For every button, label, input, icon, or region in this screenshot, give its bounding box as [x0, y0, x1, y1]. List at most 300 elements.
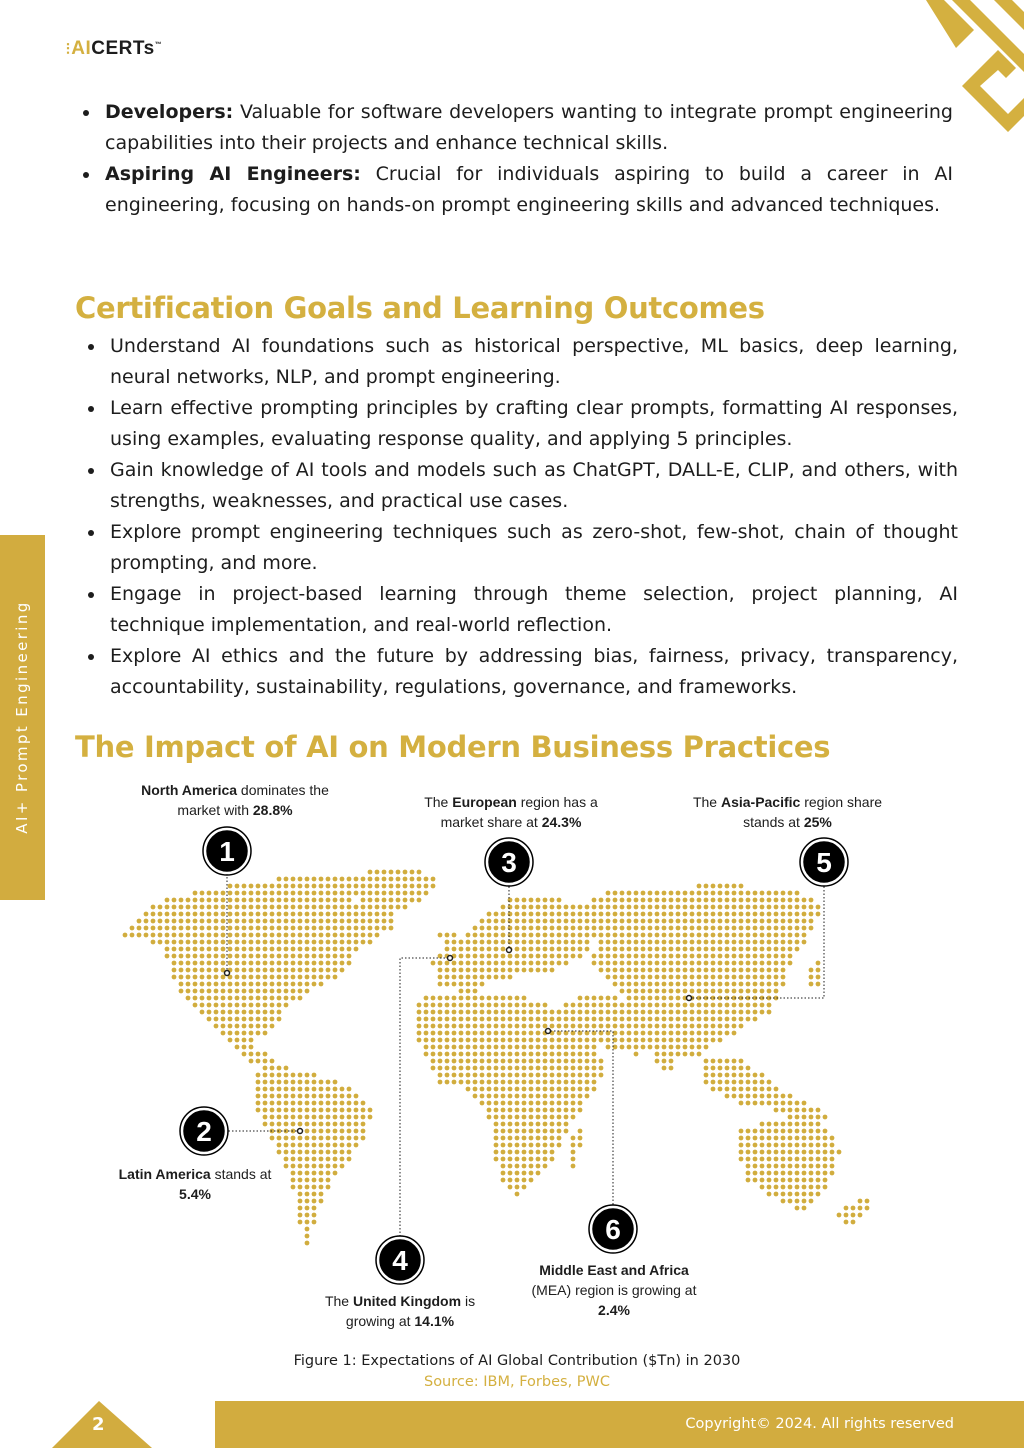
map-dot	[557, 1143, 562, 1148]
map-dot	[557, 1017, 562, 1022]
map-dot	[312, 1199, 317, 1204]
map-dot	[662, 940, 667, 945]
map-dot	[438, 1003, 443, 1008]
map-dot	[529, 1115, 534, 1120]
map-dot	[746, 989, 751, 994]
map-dot	[543, 1143, 548, 1148]
map-dot	[760, 1094, 765, 1099]
map-dot	[207, 926, 212, 931]
figure-source: Source: IBM, Forbes, PWC	[423, 1374, 610, 1390]
list-item-text: Crucial for individuals aspiring to build a career in AI engineering, focusing on hands-on prompt engineering skills and advanced techniques.	[105, 163, 953, 216]
map-dot	[298, 919, 303, 924]
map-dot	[753, 940, 758, 945]
map-dot	[669, 940, 674, 945]
map-dot	[718, 940, 723, 945]
map-dot	[781, 898, 786, 903]
map-dot	[746, 1150, 751, 1155]
map-dot	[305, 877, 310, 882]
map-dot	[515, 996, 520, 1001]
map-dot	[620, 982, 625, 987]
map-dot	[627, 1010, 632, 1015]
map-dot	[592, 1003, 597, 1008]
map-dot	[585, 1059, 590, 1064]
map-dot	[305, 968, 310, 973]
map-dot	[326, 1094, 331, 1099]
map-dot	[354, 926, 359, 931]
map-dot	[795, 1178, 800, 1183]
map-dot	[172, 947, 177, 952]
map-dot	[746, 975, 751, 980]
map-dot	[557, 905, 562, 910]
map-dot	[508, 1108, 513, 1113]
map-dot	[354, 1143, 359, 1148]
map-dot	[256, 947, 261, 952]
map-dot	[550, 905, 555, 910]
map-dot	[305, 884, 310, 889]
map-dot	[347, 1157, 352, 1162]
map-dot	[711, 1003, 716, 1008]
map-dot	[641, 1031, 646, 1036]
map-dot	[179, 954, 184, 959]
map-dot	[158, 933, 163, 938]
map-dot	[781, 1143, 786, 1148]
map-dot	[508, 1143, 513, 1148]
map-dot	[718, 891, 723, 896]
map-dot	[746, 1087, 751, 1092]
map-dot	[543, 1101, 548, 1106]
map-dot	[809, 1171, 814, 1176]
map-dot	[270, 1010, 275, 1015]
map-dot	[242, 940, 247, 945]
map-dot	[249, 1038, 254, 1043]
map-dot	[291, 1080, 296, 1085]
map-dot	[291, 996, 296, 1001]
map-dot	[697, 1010, 702, 1015]
map-dot	[809, 1157, 814, 1162]
map-dot	[277, 898, 282, 903]
map-dot	[298, 877, 303, 882]
map-dot	[256, 954, 261, 959]
map-dot	[326, 1101, 331, 1106]
map-dot	[760, 1178, 765, 1183]
map-dot	[256, 912, 261, 917]
map-dot	[543, 1045, 548, 1050]
map-dot	[592, 1017, 597, 1022]
map-dot	[347, 933, 352, 938]
map-dot	[494, 1017, 499, 1022]
map-dot	[641, 954, 646, 959]
map-dot	[683, 968, 688, 973]
map-dot	[333, 1129, 338, 1134]
map-dot	[305, 898, 310, 903]
map-dot	[711, 961, 716, 966]
map-dot	[599, 905, 604, 910]
map-dot	[522, 968, 527, 973]
map-dot	[704, 1017, 709, 1022]
map-dot	[438, 975, 443, 980]
map-dot	[697, 954, 702, 959]
map-dot	[669, 1003, 674, 1008]
map-dot	[606, 996, 611, 1001]
map-dot	[606, 1017, 611, 1022]
map-dot	[172, 926, 177, 931]
map-dot	[326, 1129, 331, 1134]
map-dot	[767, 975, 772, 980]
map-dot	[298, 1087, 303, 1092]
map-dot	[256, 968, 261, 973]
map-dot	[312, 1157, 317, 1162]
map-dot	[494, 1059, 499, 1064]
map-dot	[816, 982, 821, 987]
map-dot	[739, 1136, 744, 1141]
map-dot	[319, 1143, 324, 1148]
map-dot	[718, 1017, 723, 1022]
map-dot	[480, 1094, 485, 1099]
map-dot	[613, 1003, 618, 1008]
map-dot	[228, 912, 233, 917]
map-dot	[529, 1080, 534, 1085]
map-dot	[739, 1157, 744, 1162]
map-dot	[494, 1073, 499, 1078]
map-dot	[760, 1129, 765, 1134]
map-dot	[564, 1108, 569, 1113]
map-dot	[228, 1024, 233, 1029]
map-dot	[564, 1017, 569, 1022]
map-dot	[746, 954, 751, 959]
map-dot	[354, 940, 359, 945]
map-dot	[802, 933, 807, 938]
map-dot	[431, 961, 436, 966]
map-dot	[767, 912, 772, 917]
map-dot	[179, 989, 184, 994]
map-dot	[298, 1136, 303, 1141]
map-dot	[718, 1066, 723, 1071]
map-dot	[179, 975, 184, 980]
map-dot	[263, 912, 268, 917]
map-dot	[221, 1010, 226, 1015]
map-dot	[627, 989, 632, 994]
map-dot	[690, 912, 695, 917]
map-dot	[774, 891, 779, 896]
map-dot	[669, 961, 674, 966]
map-dot	[697, 1017, 702, 1022]
map-dot	[592, 961, 597, 966]
map-dot	[508, 1080, 513, 1085]
map-dot	[592, 1080, 597, 1085]
map-dot	[676, 933, 681, 938]
map-dot	[753, 1143, 758, 1148]
map-dot	[690, 1024, 695, 1029]
map-dot	[606, 919, 611, 924]
map-dot	[620, 1038, 625, 1043]
map-dot	[753, 1178, 758, 1183]
map-dot	[473, 926, 478, 931]
map-dot	[823, 1185, 828, 1190]
map-dot	[634, 1010, 639, 1015]
map-dot	[550, 1017, 555, 1022]
map-dot	[165, 933, 170, 938]
map-dot	[298, 1192, 303, 1197]
map-dot	[501, 1003, 506, 1008]
map-dot	[725, 1003, 730, 1008]
map-dot	[662, 1052, 667, 1057]
map-dot	[361, 940, 366, 945]
map-dot	[256, 1108, 261, 1113]
map-dot	[522, 1038, 527, 1043]
map-dot	[781, 926, 786, 931]
map-dot	[347, 1143, 352, 1148]
map-dot	[515, 1073, 520, 1078]
map-dot	[487, 1031, 492, 1036]
map-dot	[193, 1003, 198, 1008]
map-dot	[179, 926, 184, 931]
map-dot	[529, 1052, 534, 1057]
map-dot	[508, 912, 513, 917]
map-dot	[452, 961, 457, 966]
map-dot	[655, 905, 660, 910]
map-dot	[256, 1017, 261, 1022]
map-dot	[739, 1003, 744, 1008]
map-dot	[319, 947, 324, 952]
map-dot	[480, 1045, 485, 1050]
map-dot	[305, 954, 310, 959]
map-dot	[781, 982, 786, 987]
map-dot	[606, 975, 611, 980]
map-dot	[613, 891, 618, 896]
map-dot	[655, 996, 660, 1001]
map-dot	[522, 996, 527, 1001]
map-dot	[578, 1129, 583, 1134]
map-dot	[445, 1038, 450, 1043]
map-dot	[326, 968, 331, 973]
map-dot	[585, 1080, 590, 1085]
map-dot	[396, 877, 401, 882]
map-dot	[697, 884, 702, 889]
map-dot	[669, 1052, 674, 1057]
map-dot	[536, 1164, 541, 1169]
map-dot	[214, 919, 219, 924]
map-dot	[375, 877, 380, 882]
map-dot	[543, 1059, 548, 1064]
map-dot	[263, 1003, 268, 1008]
map-dot	[641, 912, 646, 917]
map-dot	[214, 947, 219, 952]
map-dot	[424, 1024, 429, 1029]
map-dot	[494, 975, 499, 980]
map-dot	[823, 1178, 828, 1183]
map-dot	[613, 912, 618, 917]
map-dot	[788, 940, 793, 945]
map-dot	[676, 926, 681, 931]
map-dot	[473, 1087, 478, 1092]
map-dot	[284, 1150, 289, 1155]
map-dot	[228, 954, 233, 959]
map-dot	[802, 1199, 807, 1204]
map-dot	[452, 1052, 457, 1057]
map-dot	[739, 1024, 744, 1029]
map-dot	[774, 1136, 779, 1141]
map-dot	[221, 989, 226, 994]
map-dot	[732, 891, 737, 896]
map-dot	[725, 954, 730, 959]
map-dot	[767, 1080, 772, 1085]
map-dot	[655, 975, 660, 980]
map-dot	[298, 954, 303, 959]
map-dot	[277, 1101, 282, 1106]
map-dot	[550, 1080, 555, 1085]
map-dot	[522, 954, 527, 959]
map-dot	[522, 1003, 527, 1008]
map-dot	[312, 919, 317, 924]
map-dot	[634, 912, 639, 917]
map-dot	[200, 996, 205, 1001]
map-dot	[599, 954, 604, 959]
map-dot	[669, 905, 674, 910]
map-dot	[172, 898, 177, 903]
map-dot	[578, 905, 583, 910]
map-dot	[746, 1094, 751, 1099]
map-dot	[732, 1031, 737, 1036]
map-dot	[270, 1115, 275, 1120]
map-dot	[746, 912, 751, 917]
map-dot	[480, 996, 485, 1001]
map-dot	[522, 1136, 527, 1141]
map-dot	[473, 968, 478, 973]
map-dot	[319, 1129, 324, 1134]
map-dot	[788, 898, 793, 903]
map-dot	[305, 1073, 310, 1078]
map-dot	[592, 1052, 597, 1057]
map-dot	[802, 1171, 807, 1176]
map-dot	[361, 919, 366, 924]
map-dot	[382, 884, 387, 889]
map-dot	[718, 961, 723, 966]
map-dot	[711, 912, 716, 917]
map-dot	[564, 926, 569, 931]
map-dot	[641, 982, 646, 987]
map-dot	[284, 898, 289, 903]
map-dot	[501, 1136, 506, 1141]
map-dot	[655, 1003, 660, 1008]
map-dot	[550, 1010, 555, 1015]
map-dot	[760, 947, 765, 952]
map-dot	[487, 1080, 492, 1085]
map-dot	[662, 1003, 667, 1008]
map-dot	[578, 919, 583, 924]
map-dot	[711, 1038, 716, 1043]
map-dot	[767, 1129, 772, 1134]
map-dot	[291, 898, 296, 903]
map-dot	[557, 1073, 562, 1078]
map-dot	[767, 1150, 772, 1155]
map-dot	[774, 1122, 779, 1127]
map-dot	[641, 1024, 646, 1029]
map-dot	[298, 1101, 303, 1106]
map-dot	[340, 940, 345, 945]
map-dot	[718, 989, 723, 994]
map-dot	[207, 989, 212, 994]
map-dot	[774, 940, 779, 945]
map-dot	[536, 1094, 541, 1099]
map-dot	[466, 940, 471, 945]
map-dot	[676, 898, 681, 903]
map-dot	[445, 947, 450, 952]
map-dot	[312, 1185, 317, 1190]
map-dot	[207, 912, 212, 917]
map-dot	[739, 961, 744, 966]
map-dot	[676, 1003, 681, 1008]
map-dot	[501, 912, 506, 917]
map-dot	[613, 954, 618, 959]
map-dot	[368, 877, 373, 882]
map-dot	[522, 1017, 527, 1022]
map-dot	[305, 1101, 310, 1106]
map-dot	[774, 1087, 779, 1092]
map-dot	[340, 884, 345, 889]
map-dot	[200, 961, 205, 966]
map-dot	[249, 1031, 254, 1036]
map-dot	[221, 919, 226, 924]
map-dot	[235, 1003, 240, 1008]
map-dot	[676, 1045, 681, 1050]
map-dot	[802, 1143, 807, 1148]
map-dot	[585, 1052, 590, 1057]
map-dot	[774, 947, 779, 952]
map-dot	[711, 989, 716, 994]
map-dot	[676, 982, 681, 987]
map-dot	[753, 975, 758, 980]
map-dot	[655, 919, 660, 924]
map-dot	[263, 1031, 268, 1036]
map-dot	[823, 1157, 828, 1162]
map-dot	[137, 919, 142, 924]
map-dot	[760, 1171, 765, 1176]
map-dot	[270, 919, 275, 924]
map-dot	[277, 891, 282, 896]
map-dot	[494, 1045, 499, 1050]
map-dot	[270, 1101, 275, 1106]
map-dot	[767, 898, 772, 903]
map-dot	[298, 1220, 303, 1225]
map-dot	[599, 1038, 604, 1043]
map-dot	[557, 940, 562, 945]
map-dot	[305, 1199, 310, 1204]
map-dot	[641, 940, 646, 945]
map-dot	[746, 968, 751, 973]
map-dot	[270, 933, 275, 938]
map-dot	[263, 1024, 268, 1029]
map-dot	[242, 1031, 247, 1036]
map-dot	[466, 1045, 471, 1050]
map-dot	[662, 905, 667, 910]
map-dot	[725, 947, 730, 952]
map-dot	[767, 926, 772, 931]
map-dot	[844, 1206, 849, 1211]
map-dot	[522, 1010, 527, 1015]
map-dot	[277, 1150, 282, 1155]
map-dot	[172, 912, 177, 917]
map-dot	[522, 1066, 527, 1071]
map-dot	[697, 905, 702, 910]
map-dot	[732, 1059, 737, 1064]
map-dot	[326, 898, 331, 903]
map-dot	[480, 1080, 485, 1085]
map-dot	[522, 1164, 527, 1169]
map-dot	[781, 975, 786, 980]
map-dot	[774, 1192, 779, 1197]
map-dot	[802, 898, 807, 903]
map-dot	[585, 933, 590, 938]
